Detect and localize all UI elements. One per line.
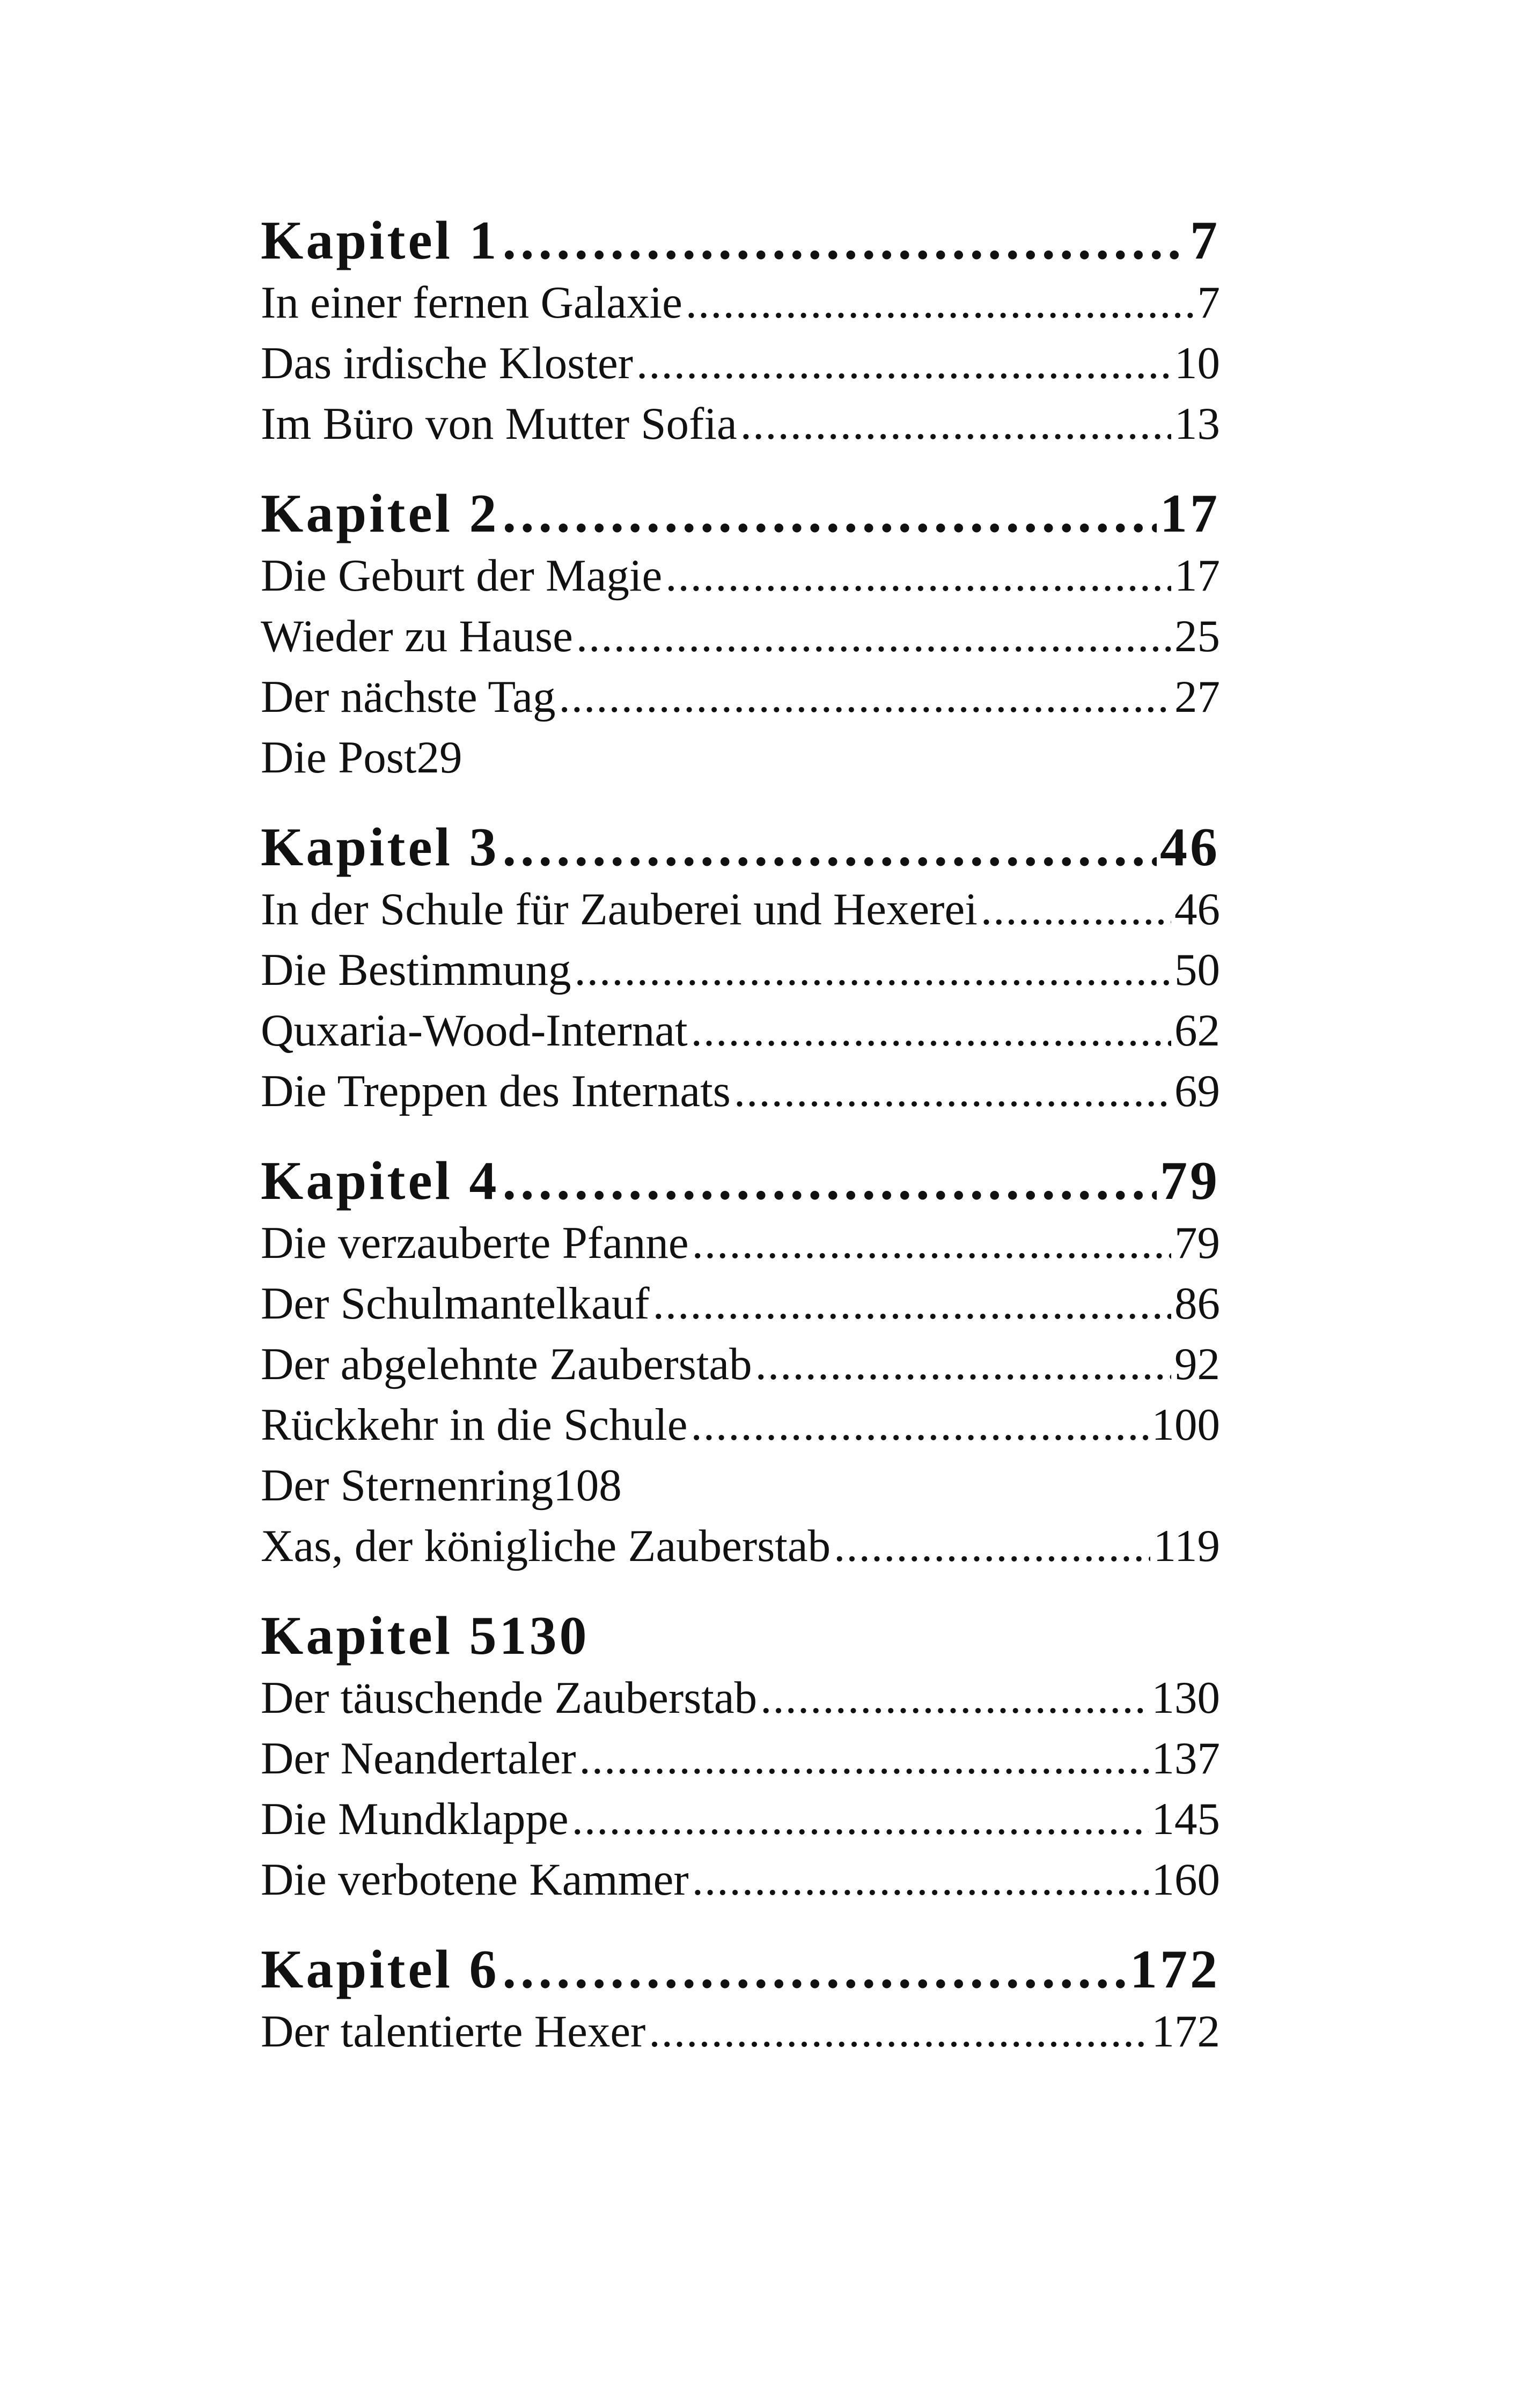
chapter-5-section <box>261 1604 1220 1910</box>
page-number: 160 <box>1151 1854 1220 1905</box>
dot-leader <box>834 1516 1150 1577</box>
page-number: 172 <box>1130 1939 1220 2000</box>
page-number: 46 <box>1174 884 1220 934</box>
chapter-title: Kapitel 4 <box>261 1151 499 1211</box>
entry-title: Der abgelehnte Zauberstab <box>261 1339 752 1389</box>
toc-entry[interactable] <box>261 667 1220 727</box>
chapter-title: Kapitel 1 <box>261 210 499 271</box>
entry-title: Quxaria-Wood-Internat <box>261 1005 688 1056</box>
chapter-title: Kapitel 3 <box>261 817 499 878</box>
chapter-heading[interactable] <box>261 1150 1220 1213</box>
chapter-title: Kapitel 2 <box>261 483 499 544</box>
toc-entry[interactable] <box>261 1789 1220 1850</box>
dot-leader <box>740 394 1171 454</box>
page-number: 100 <box>1151 1400 1220 1450</box>
toc-entry[interactable] <box>261 2001 1220 2062</box>
page-number: 17 <box>1174 550 1220 601</box>
toc-entry[interactable] <box>261 606 1220 667</box>
chapter-1-section <box>261 209 1220 454</box>
toc-entry[interactable] <box>261 1455 1220 1516</box>
entry-title: Der Schulmantelkauf <box>261 1278 650 1329</box>
chapter-title: Kapitel 5 <box>261 1606 499 1666</box>
toc-entry[interactable] <box>261 1061 1220 1122</box>
entry-title: Rückkehr in die Schule <box>261 1400 688 1450</box>
chapter-2-section <box>261 482 1220 788</box>
entry-title: Der Neandertaler <box>261 1733 576 1784</box>
page-number: 108 <box>553 1460 622 1511</box>
dot-leader <box>653 1273 1171 1334</box>
toc-entry[interactable] <box>261 333 1220 394</box>
entry-title: Im Büro von Mutter Sofia <box>261 399 737 449</box>
page-number: 92 <box>1174 1339 1220 1389</box>
page-number: 10 <box>1174 338 1220 388</box>
dot-leader <box>559 667 1171 727</box>
page-number: 62 <box>1174 1005 1220 1056</box>
toc-entry[interactable] <box>261 394 1220 454</box>
entry-title: In einer fernen Galaxie <box>261 277 682 328</box>
dot-leader <box>636 333 1171 394</box>
entry-title: Xas, der königliche Zauberstab <box>261 1521 831 1571</box>
page-number: 25 <box>1174 611 1220 661</box>
toc-entry[interactable] <box>261 879 1220 940</box>
page-number: 46 <box>1160 817 1220 878</box>
dot-leader <box>981 879 1171 940</box>
dot-leader <box>692 1213 1171 1273</box>
page-number: 27 <box>1174 672 1220 722</box>
page-number: 79 <box>1160 1151 1220 1211</box>
dot-leader <box>691 1000 1171 1061</box>
toc-entry[interactable] <box>261 1668 1220 1728</box>
entry-title: Die verzauberte Pfanne <box>261 1218 689 1268</box>
page-number: 119 <box>1153 1521 1220 1571</box>
entry-title: Der nächste Tag <box>261 672 556 722</box>
chapter-heading[interactable] <box>261 209 1220 273</box>
toc-entry[interactable] <box>261 546 1220 606</box>
table-of-contents <box>261 209 1220 2090</box>
dot-leader <box>649 2001 1148 2062</box>
entry-title: Die verbotene Kammer <box>261 1854 689 1905</box>
dot-leader <box>734 1061 1171 1122</box>
page-number: 7 <box>1197 277 1220 328</box>
page-number: 145 <box>1151 1794 1220 1844</box>
chapter-4-section <box>261 1150 1220 1577</box>
toc-entry[interactable] <box>261 727 1220 788</box>
chapter-heading[interactable] <box>261 1938 1220 2001</box>
toc-entry[interactable] <box>261 1000 1220 1061</box>
page-number: 13 <box>1174 399 1220 449</box>
entry-title: Wieder zu Hause <box>261 611 573 661</box>
dot-leader <box>665 546 1171 606</box>
chapter-heading[interactable] <box>261 482 1220 546</box>
dot-leader <box>574 940 1171 1000</box>
toc-entry[interactable] <box>261 1273 1220 1334</box>
entry-title: Der Sternenring <box>261 1460 554 1511</box>
toc-entry[interactable] <box>261 273 1220 333</box>
chapter-heading[interactable] <box>261 1604 1220 1668</box>
chapter-3-section <box>261 816 1220 1122</box>
entry-title: Die Geburt der Magie <box>261 550 663 601</box>
page-number: 29 <box>416 732 462 783</box>
page-number: 17 <box>1160 483 1220 544</box>
toc-entry[interactable] <box>261 1728 1220 1789</box>
dot-leader <box>502 1150 1157 1213</box>
dot-leader <box>691 1395 1149 1455</box>
toc-entry[interactable] <box>261 1213 1220 1273</box>
page-number: 130 <box>1151 1673 1220 1723</box>
page-number: 172 <box>1151 2006 1220 2057</box>
dot-leader <box>502 209 1187 273</box>
page-number: 50 <box>1174 945 1220 995</box>
page-number: 130 <box>499 1606 590 1666</box>
toc-entry[interactable] <box>261 1850 1220 1910</box>
chapter-title: Kapitel 6 <box>261 1939 499 2000</box>
entry-title: Der täuschende Zauberstab <box>261 1673 758 1723</box>
dot-leader <box>760 1668 1148 1728</box>
chapter-6-section <box>261 1938 1220 2062</box>
dot-leader <box>576 606 1171 667</box>
entry-title: Die Bestimmung <box>261 945 571 995</box>
page-number: 79 <box>1174 1218 1220 1268</box>
entry-title: Das irdische Kloster <box>261 338 633 388</box>
dot-leader <box>755 1334 1171 1395</box>
toc-entry[interactable] <box>261 1334 1220 1395</box>
chapter-heading[interactable] <box>261 816 1220 879</box>
dot-leader <box>502 1938 1127 2001</box>
page-number: 137 <box>1151 1733 1220 1784</box>
entry-title: Die Mundklappe <box>261 1794 569 1844</box>
toc-entry[interactable] <box>261 1395 1220 1455</box>
dot-leader <box>572 1789 1149 1850</box>
entry-title: In der Schule für Zauberei und Hexerei <box>261 884 978 934</box>
toc-entry[interactable] <box>261 1516 1220 1577</box>
page-number: 86 <box>1174 1278 1220 1329</box>
entry-title: Die Treppen des Internats <box>261 1066 731 1116</box>
entry-title: Der talentierte Hexer <box>261 2006 646 2057</box>
page-number: 7 <box>1190 210 1220 271</box>
toc-entry[interactable] <box>261 940 1220 1000</box>
dot-leader <box>692 1850 1149 1910</box>
entry-title: Die Post <box>261 732 417 783</box>
dot-leader <box>502 816 1157 879</box>
dot-leader <box>686 273 1194 333</box>
dot-leader <box>502 482 1157 546</box>
dot-leader <box>579 1728 1149 1789</box>
page-number: 69 <box>1174 1066 1220 1116</box>
